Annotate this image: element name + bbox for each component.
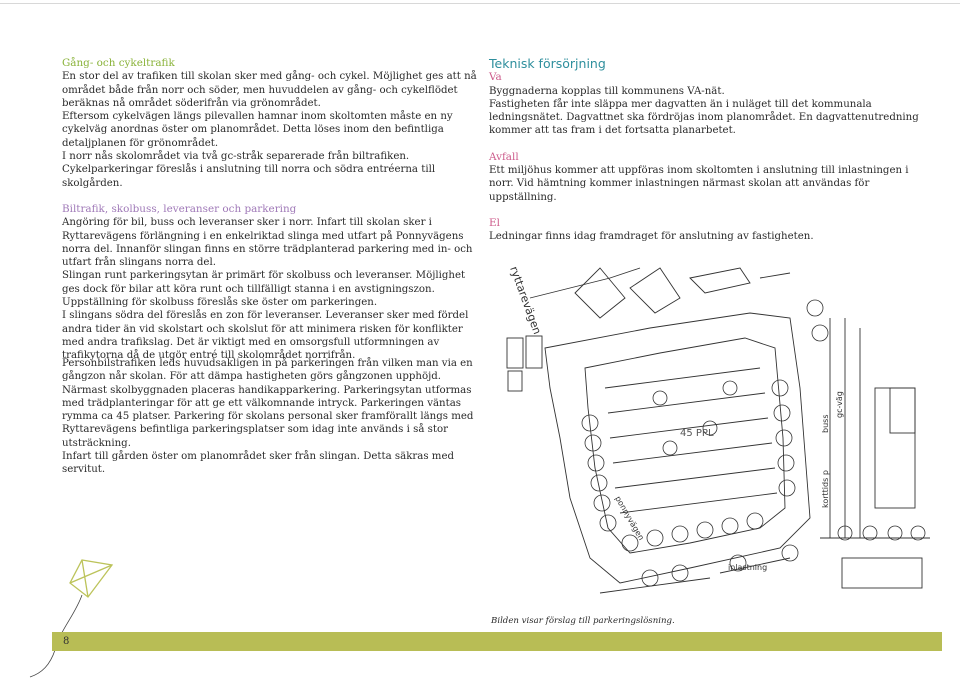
section-title-walking-cycling: Gång- och cykeltrafik (62, 57, 175, 69)
left-column-lower (62, 357, 480, 477)
plan-label-ponny: ponnyvägen (613, 494, 646, 542)
page-number: 8 (63, 636, 70, 647)
subsection-title-va: Va (489, 71, 502, 84)
paragraph: I slingans södra del föreslås en zon för leveranser. Leveranser sker med fördel andra tider än vid skolstart och skolslut för att minimera risken för konflikter med andra trafikslag. Det är viktigt med en omsorgsfull utformningen av trafikytorna då de utgör entré till skolområdet norrifrån. (62, 310, 469, 362)
paragraph: Ledningar finns idag framdraget för anslutning av fastigheten. (489, 231, 814, 243)
paragraph: En stor del av trafiken till skolan sker med gång- och cykel. Möjlighet ges att nå området både från norr och söder, men huvuddelen av gång- och cykelflödet beräknas nå området söderifrån via grönområdet. (62, 71, 477, 109)
paragraph: Infart till gården öster om planområdet sker från slingan. Detta säkras med servitut. (62, 451, 454, 476)
kite-illustration (20, 555, 140, 680)
plan-label-inlastning: inlastning (728, 563, 768, 572)
paragraph: Byggnaderna kopplas till kommunens VA-nät. (489, 85, 725, 97)
subsection-title-el: El (489, 216, 500, 229)
plan-label-parking: 45 PPL (680, 428, 714, 439)
paragraph: Eftersom cykelvägen längs pilevallen hamnar inom skoltomten måste en ny cykelväg anordnas öster om planområdet. Detta löses inom den befintliga detaljplanen för grönområdet. (62, 111, 453, 149)
parking-site-plan (490, 238, 938, 608)
paragraph: Angöring för bil, buss och leveranser sker i norr. Infart till skolan sker i Ryttarevägens förlängning i en enkelriktad slinga med utfart på Ponnyvägens norra del. Innanför slingan finns en större trädplanterad parkering med in- och utfart från slingans norra del. (62, 217, 473, 269)
right-column (489, 57, 919, 244)
section-title-technical: Teknisk försörjning (489, 56, 606, 71)
left-column (62, 57, 480, 363)
paragraph: Personbilstrafiken leds huvudsakligen in på parkeringen från vilken man via en gångzon når skolan. För att dämpa hastigheten görs gångzonen upphöjd. Närmast skolbyggnaden placeras handikapparkering. Parkeringsytan utformas med trädplanteringar för att ge ett välkomnande intryck. Parkeringen väntas rymma ca 45 platser. Parkering för skolans personal sker framförallt längs med Ryttarevägens befintliga parkeringsplatser som idag inte används i så stor utsträckning. (62, 358, 474, 449)
paragraph: Fastigheten får inte släppa mer dagvatten än i nuläget till det kommunala ledningsnätet. Dagvattnet ska fördröjas inom planområdet. En dagvattenutredning kommer att tas fram i det fortsatta planarbetet. (489, 98, 919, 137)
plan-label-road: ryttarevägen (507, 264, 544, 337)
top-rule (0, 3, 960, 4)
figure-caption: Bilden visar förslag till parkeringslösning. (491, 616, 675, 626)
section-title-car-traffic: Biltrafik, skolbuss, leveranser och parkering (62, 202, 297, 215)
plan-label-korttids: korttids p (821, 470, 830, 508)
paragraph: Cykelparkeringar föreslås i anslutning till norra och södra entréerna till skolgården. (62, 164, 436, 189)
paragraph: Slingan runt parkeringsytan är primärt för skolbuss och leveranser. Möjlighet ges dock för bilar att köra runt och tillfälligt stanna i en avstigningszon. Uppställning för skolbuss föreslås ske öster om parkeringen. (62, 270, 466, 309)
paragraph: I norr nås skolområdet via två gc-stråk separerade från biltrafiken. (62, 151, 410, 163)
plan-label-buss: buss (821, 414, 830, 433)
footer-bar (52, 632, 942, 651)
subsection-title-avfall: Avfall (489, 150, 519, 163)
plan-label-gc: gc-väg (835, 391, 844, 418)
paragraph: Ett miljöhus kommer att uppföras inom skoltomten i anslutning till inlastningen i norr. Vid hämtning kommer inlastningen närmast skolan att användas för uppställning. (489, 165, 909, 203)
